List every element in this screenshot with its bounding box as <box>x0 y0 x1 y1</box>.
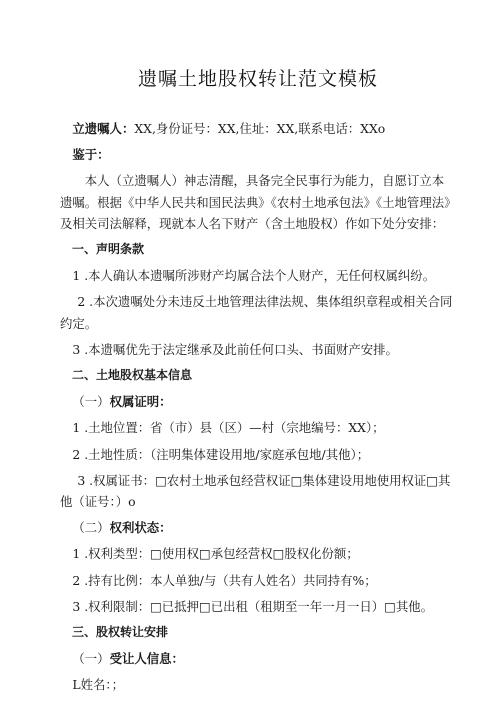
section-3-sub-1-heading <box>60 648 456 669</box>
section-3-sub-1-label: 受让人信息： <box>109 651 184 667</box>
section-2-sub-2-heading <box>60 517 456 538</box>
testator-label: 立遗嘱人： <box>72 121 135 136</box>
testator-line <box>60 118 456 139</box>
section-2-sub-1-prefix: （一） <box>72 394 110 410</box>
section-2-sub-2-item-3: 3 .权利限制：□已抵押□已出租（租期至一年一月一日）□其他。 <box>72 598 434 614</box>
section-2-sub-2-label: 权利状态： <box>109 520 172 536</box>
section-2-sub-1-heading <box>60 391 456 412</box>
section-2-sub-1-item-2: 2 .土地性质：（注明集体建设用地/家庭承包地/其他）； <box>72 446 370 462</box>
section-2-sub-2-prefix: （二） <box>72 520 110 536</box>
section-1-item-1: 1 .本人确认本遗嘱所涉财产均属合法个人财产，无任何权属纠纷。 <box>72 268 436 284</box>
section-1-item-3: 3 .本遗嘱优先于法定继承及此前任何口头、书面财产安排。 <box>72 341 398 357</box>
section-3-sub-1-item-1: L姓名：； <box>72 677 124 693</box>
whereas-label: 鉴于： <box>72 147 110 163</box>
section-2-heading: 二、土地股权基本信息 <box>72 368 193 383</box>
section-2-sub-2-item-2: 2 .持有比例：本人单独/与（共有人姓名）共同持有%； <box>72 572 377 588</box>
testator-fields: XX,身份证号：XX,住址：XX,联系电话：XXo <box>134 121 386 136</box>
section-3-heading: 三、股权转让安排 <box>72 625 169 640</box>
section-2-sub-1-item-3: 3 .权属证书：□农村土地承包经营权证□集体建设用地使用权证□其他（证号：）o <box>60 472 451 510</box>
section-1-item-2: 2 .本次遗嘱处分未违反土地管理法律法规、集体组织章程或相关合同约定。 <box>60 294 453 331</box>
section-3-sub-1-prefix: （一） <box>72 651 110 667</box>
whereas-text: 本人（立遗嘱人）神志清醒，具备完全民事行为能力，自愿订立本遗嘱。根据《中华人民共和国民法典》《农村土地承包法》《土地管理法》及相关司法解释，现就本人名下财产（含土地股权）作如下处分安排： <box>60 173 451 231</box>
document-title: 遗嘱土地股权转让范文模板 <box>137 68 378 90</box>
section-2-sub-1-label: 权属证明： <box>109 394 172 410</box>
document-body <box>60 118 456 701</box>
section-2-sub-2-item-1: 1 .权利类型：□使用权□承包经营权□股权化份额； <box>72 546 359 562</box>
section-2-sub-1-item-1: 1 .土地位置：省（市）县（区）—村（宗地编号：XX）； <box>72 420 385 436</box>
section-1-heading: 一、声明条款 <box>72 242 145 257</box>
